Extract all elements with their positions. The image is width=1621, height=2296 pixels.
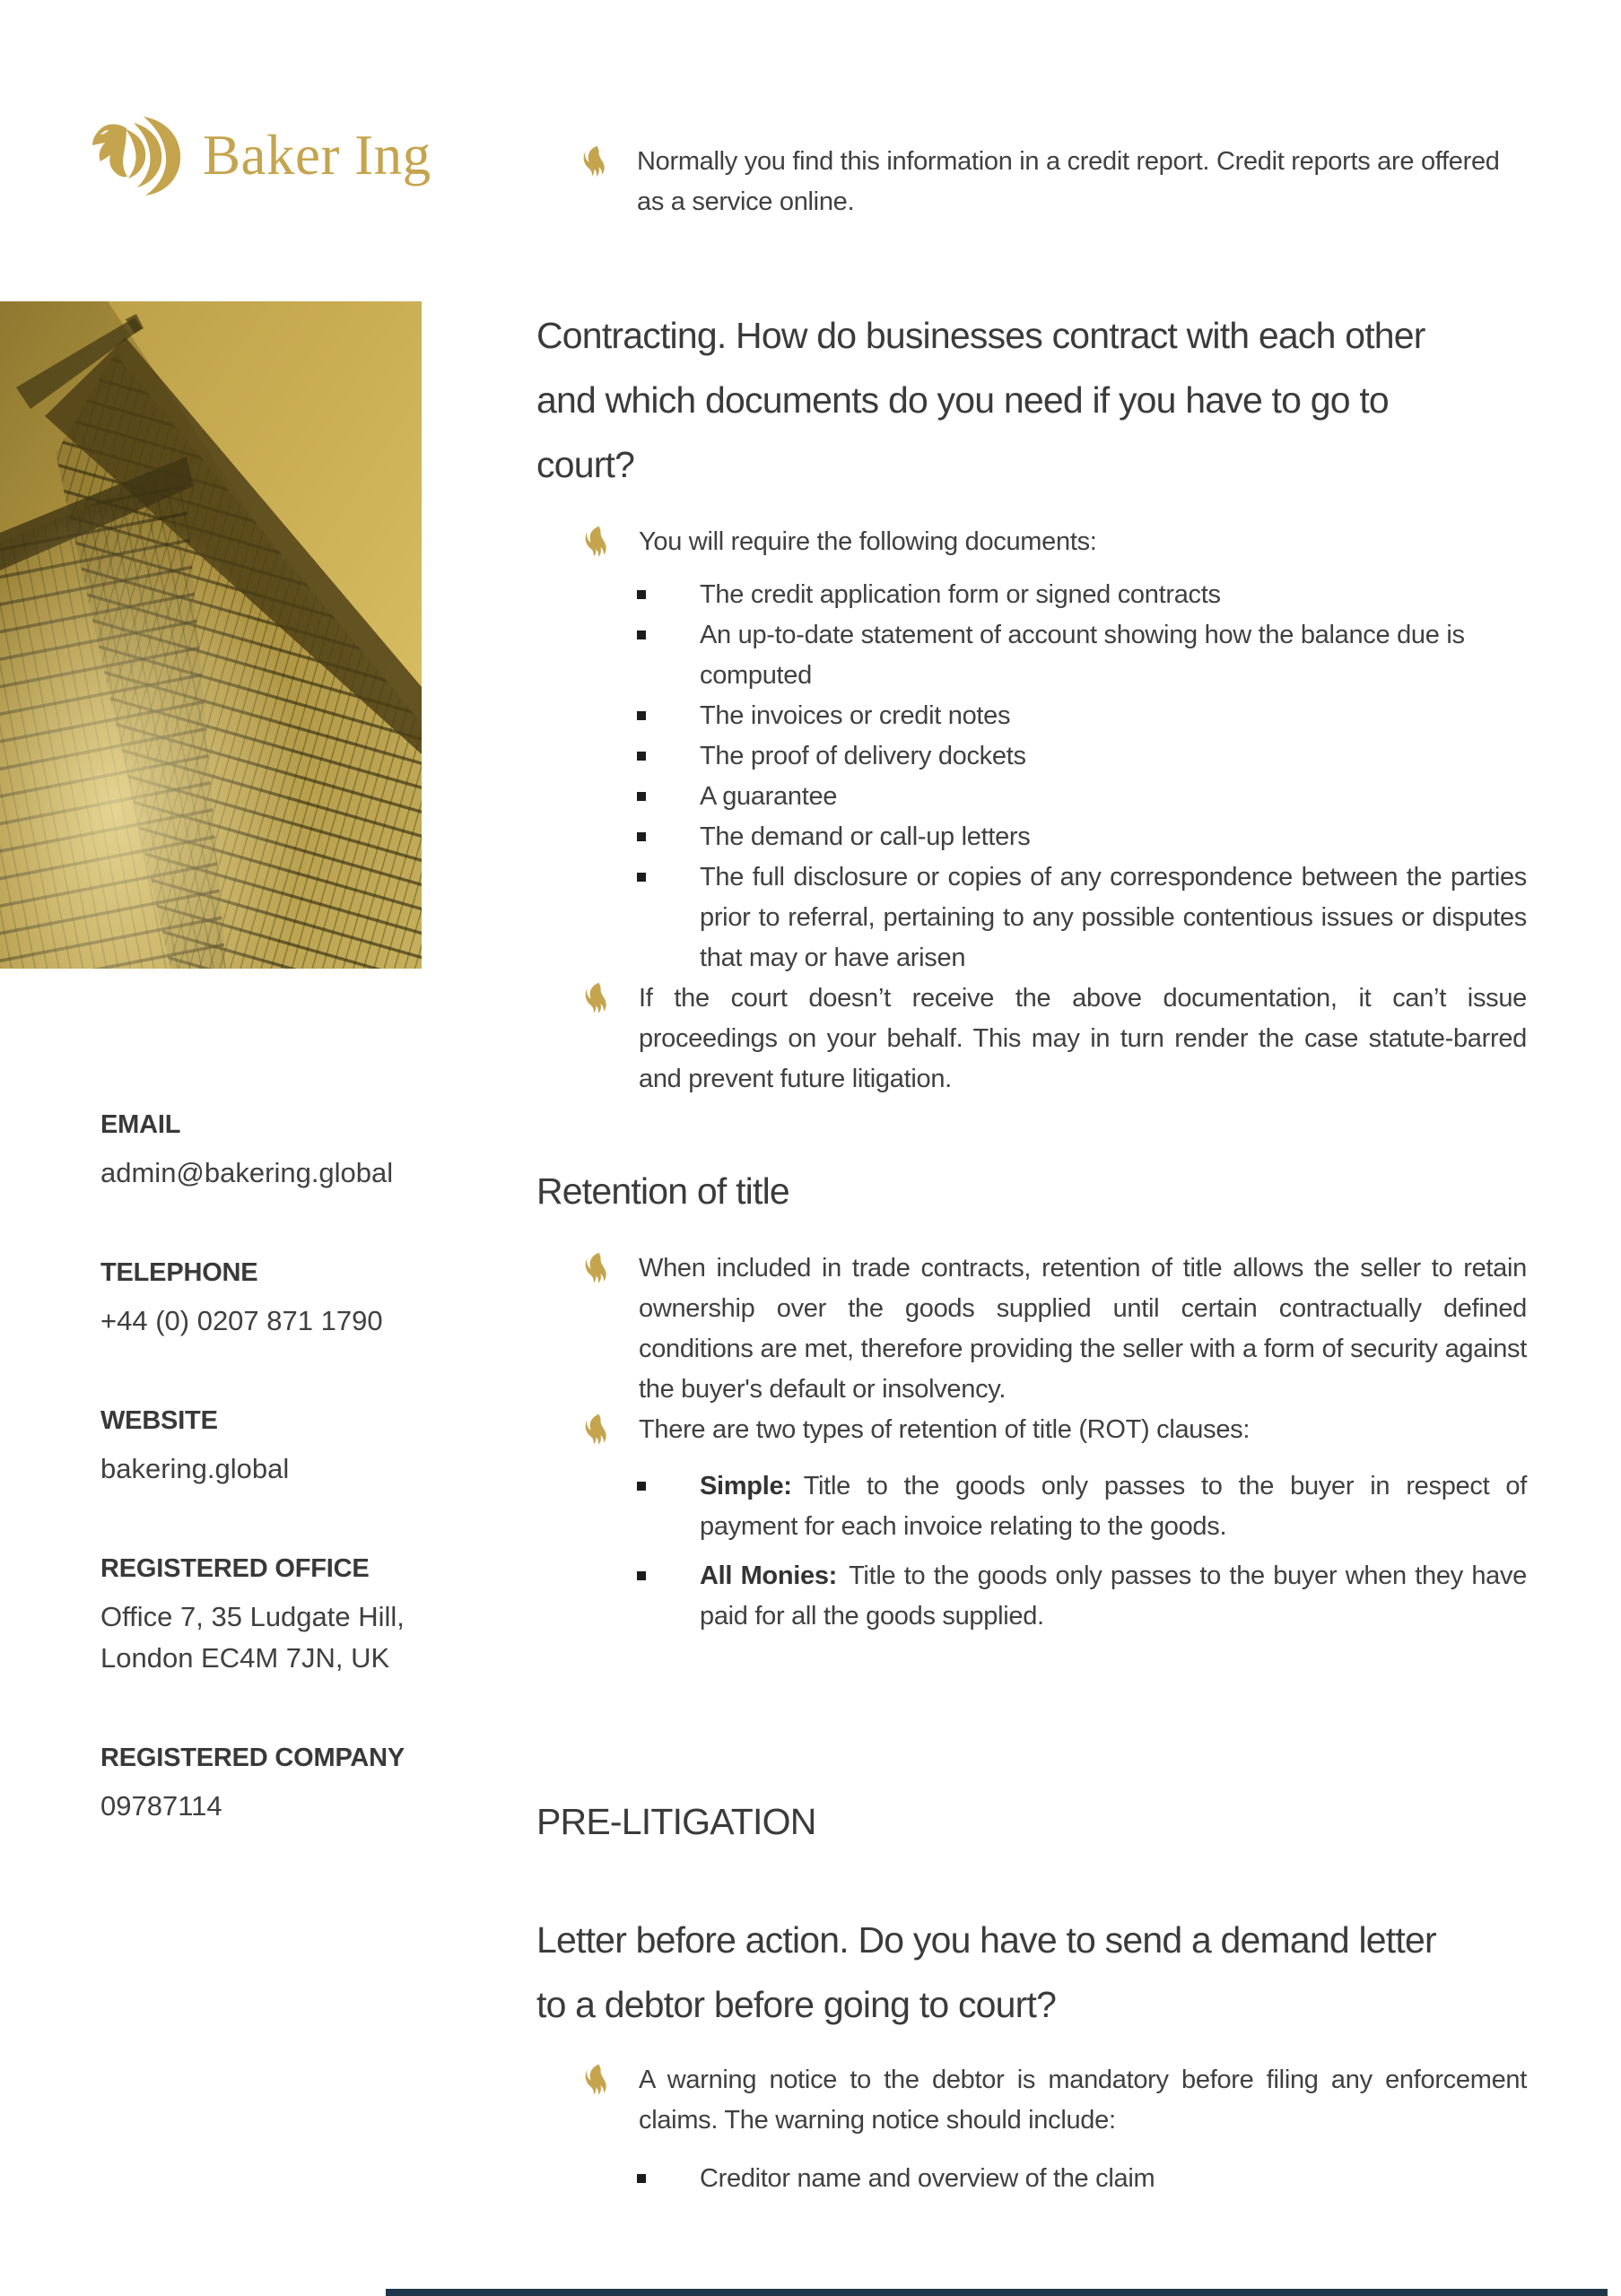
lion-logo-icon (88, 113, 187, 197)
website-value[interactable]: bakering.global (100, 1453, 290, 1484)
documents-list (637, 575, 1527, 978)
list-item (637, 1466, 1527, 1547)
footer-accent-bar (386, 2289, 1608, 2296)
lion-bullet-icon (585, 1252, 612, 1410)
telephone-label: TELEPHONE (100, 1258, 258, 1287)
building-photo (0, 301, 422, 969)
contracting-note-text: If the court doesn’t receive the above documentation, it can’t issue proceedings on your behalf. This may in turn render the case statute-barred and prevent future litigation. (639, 984, 1527, 1093)
list-item: The credit application form or signed contracts (637, 575, 1527, 615)
contracting-heading: Contracting. How do businesses contract with each other and which documents do you need if you have to go to court? (536, 315, 1425, 485)
website-label: WEBSITE (100, 1406, 218, 1435)
rot-type-term: Simple: (700, 1472, 792, 1500)
contracting-note-bullet (536, 978, 1527, 1100)
list-item: The demand or call-up letters (637, 817, 1527, 857)
list-item: The proof of delivery dockets (637, 736, 1527, 777)
registered-company-value: 09787114 (100, 1790, 222, 1822)
lion-bullet-icon (585, 982, 612, 1100)
lion-bullet-icon (585, 526, 612, 562)
registered-company-label: REGISTERED COMPANY (100, 1744, 405, 1772)
contact-website (100, 1406, 441, 1490)
contact-telephone (100, 1258, 441, 1342)
warning-notice-bullet (536, 2060, 1527, 2141)
retention-p2-bullet (536, 1410, 1527, 1450)
retention-heading: Retention of title (536, 1170, 789, 1212)
brand-name: Baker Ing (203, 123, 431, 187)
registered-office-value (100, 1596, 441, 1679)
email-label: EMAIL (100, 1110, 181, 1139)
list-item: The full disclosure or copies of any correspondence between the parties prior to referral, pertaining to any possible contentious issues or disputes that may or have arisen (637, 857, 1527, 978)
main-content (536, 303, 1527, 2199)
square-bullet (637, 1571, 646, 1580)
list-item: An up-to-date statement of account showing how the balance due is computed (637, 615, 1527, 696)
contact-registered-office (100, 1554, 441, 1679)
list-item: Creditor name and overview of the claim (637, 2159, 1527, 2199)
rot-type-desc: Title to the goods only passes to the buyer when they have paid for all the goods supplied. (700, 1561, 1528, 1631)
retention-p2-text: There are two types of retention of title (ROT) clauses: (639, 1415, 1251, 1444)
square-bullet (637, 1482, 646, 1491)
square-bullet (637, 832, 646, 841)
registered-office-label: REGISTERED OFFICE (100, 1554, 370, 1583)
contact-email (100, 1110, 441, 1194)
rot-types-list (637, 1466, 1527, 1637)
rot-type-term: All Monies: (700, 1561, 838, 1590)
square-bullet (637, 711, 646, 720)
registered-office-line1: Office 7, 35 Ludgate Hill, (100, 1601, 405, 1632)
square-bullet (637, 2174, 646, 2183)
letter-before-action-heading: Letter before action. Do you have to send a demand letter to a debtor before going to court? (536, 1919, 1436, 2025)
registered-office-line2: London EC4M 7JN, UK (100, 1642, 390, 1674)
brand-logo (88, 113, 431, 197)
square-bullet (637, 792, 646, 801)
lion-bullet-icon (585, 1413, 612, 1450)
email-value[interactable]: admin@bakering.global (100, 1157, 394, 1188)
warning-notice-text: A warning notice to the debtor is mandatory before filing any enforcement claims. The warning notice should include: (639, 2066, 1527, 2135)
retention-p1-text: When included in trade contracts, retention of title allows the seller to retain ownership over the goods supplied until certain contractually defined conditions are met, therefore providing the seller with a form of security against the buyer's default or insolvency. (639, 1254, 1527, 1404)
square-bullet (637, 590, 646, 599)
lion-bullet-icon (585, 2064, 612, 2141)
contact-sidebar (100, 1110, 441, 1892)
list-item: A guarantee (637, 777, 1527, 817)
warning-notice-list (637, 2159, 1527, 2199)
contracting-lead-text: You will require the following documents: (639, 527, 1097, 556)
lion-bullet-icon (583, 145, 610, 222)
intro-bullet (583, 142, 1527, 222)
intro-text: Normally you find this information in a credit report. Credit reports are offered as a service online. (637, 147, 1500, 216)
contact-registered-company (100, 1744, 441, 1827)
list-item (637, 1556, 1527, 1637)
square-bullet (637, 631, 646, 639)
square-bullet (637, 873, 646, 882)
rot-type-desc: Title to the goods only passes to the buyer in respect of payment for each invoice relating to the goods. (700, 1472, 1527, 1541)
prelitigation-heading: PRE-LITIGATION (536, 1801, 816, 1842)
contracting-lead-bullet (536, 522, 1527, 562)
telephone-value: +44 (0) 0207 871 1790 (100, 1305, 383, 1336)
list-item: The invoices or credit notes (637, 696, 1527, 736)
square-bullet (637, 752, 646, 761)
retention-p1-bullet (536, 1248, 1527, 1410)
